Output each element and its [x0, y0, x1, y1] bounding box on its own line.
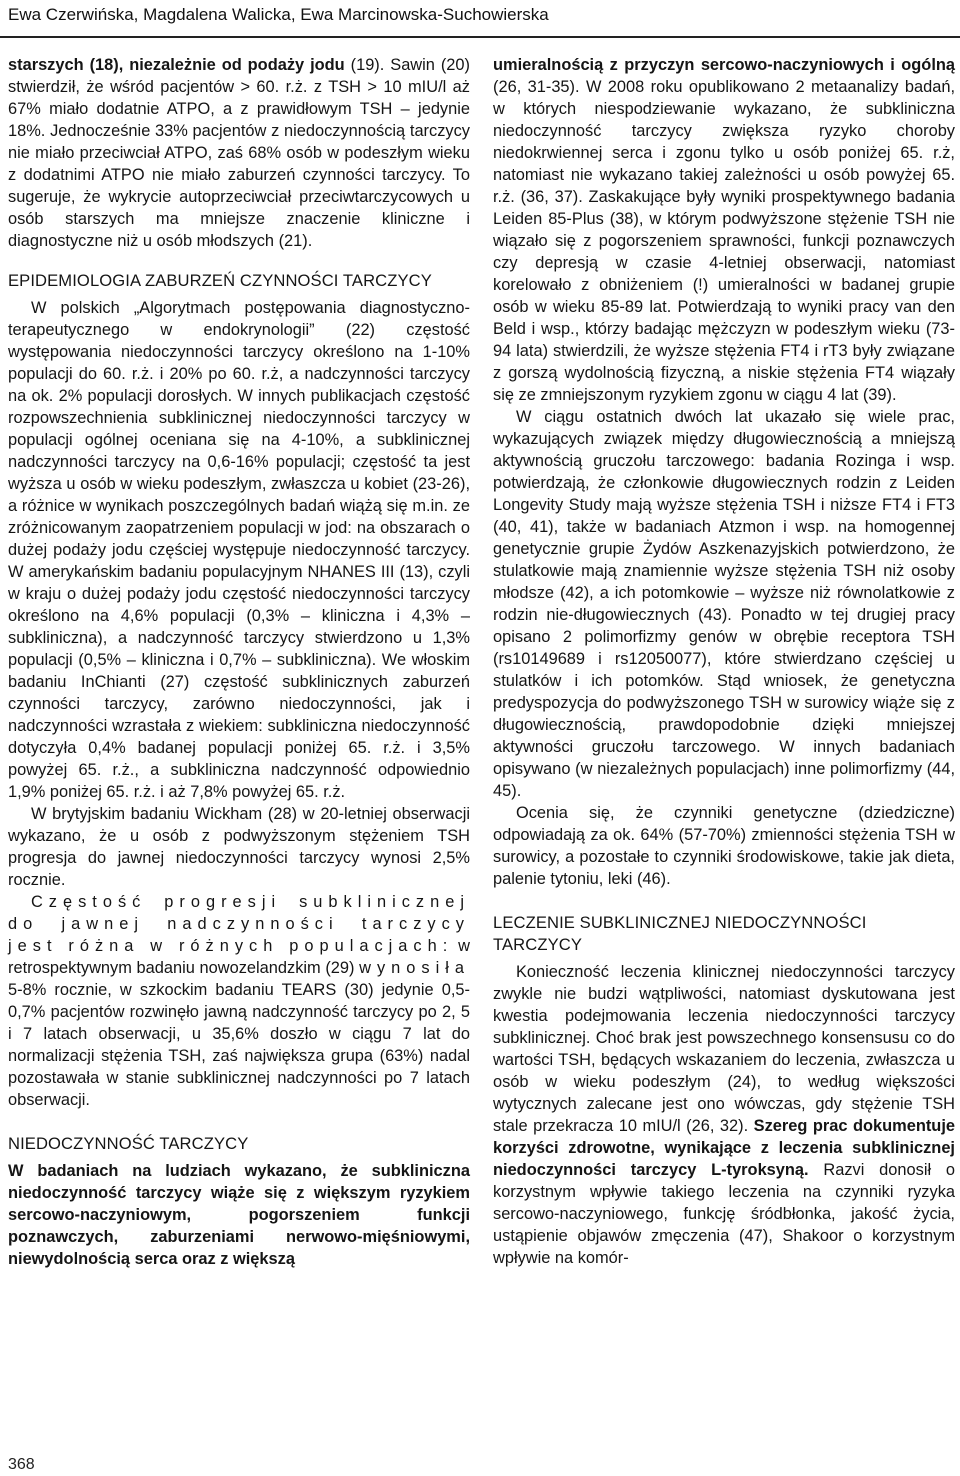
paragraph-text: w retrospektywnym badaniu nowozelandzkim (29)	[8, 937, 470, 977]
right-paragraph-4	[493, 961, 955, 1269]
bold-sentence: Szereg prac dokumentuje korzyści zdrowotne, wynikające z leczenia subklinicznej niedoczynności tarczycy L-tyroksyną.	[493, 1117, 955, 1179]
bold-paragraph: W badaniach na ludziach wykazano, że subkliniczna niedoczynność tarczycy wiąże się z większym ryzykiem sercowo-naczyniowym, pogorszeniem funkcji poznawczych, zaburzeniami nerwowo-mięśniowymi, niewydolnością serca oraz z większą	[8, 1162, 470, 1268]
bold-lead: umieralnością z przyczyn sercowo-naczyniowych i ogólną	[493, 56, 955, 74]
right-paragraph-2: W ciągu ostatnich dwóch lat ukazało się wiele prac, wykazujących związek między długowiecznością a mniejszą aktywnością gruczołu tarczowego: badania Rozinga i wsp. potwierdzają, że członkowie długowiecznych rodzin z Leiden Longevity Study mają wyższe stężenia TSH i niższe FT4 i FT3 (40, 41), także w badaniach Atzmon i wsp. na homogennej genetycznie grupie Żydów Aszkenazyjskich potwierdzono, że stulatkowie mają znamiennie wyższe stężenia TSH niż osoby młodsze (42), a ich potomkowie ‒ wyższe niż równolatkowie z rodzin nie-długowiecznych (43). Ponadto w tej drugiej pracy opisano 2 polimorfizmy genów w obrębie receptora TSH (rs10149689 i rs12050077), które stwierdzano częściej u stulatków i ich potomków. Stąd wniosek, że genetyczna predyspozycja do podwyższonego TSH w surowicy wiąże się z długowiecznością, prawdopodobnie dzięki mniejszej aktywności gruczołu tarczowego. W innych badaniach opisywano (w niezależnych populacjach) inne polimorfizmy (44, 45).	[493, 408, 955, 800]
left-paragraph-2: W polskich „Algorytmach postępowania diagnostyczno-terapeutycznego w endokrynologii” (22) częstość występowania niedoczynności tarczycy określono na 1-10% populacji do 60. r.ż. i 20% po 60. r.ż, a nadczynności tarczycy na ok. 2% populacji dorosłych. W innych publikacjach częstość rozpowszechnienia subklinicznej niedoczynności tarczycy w populacji ogólnej oceniana się na 4-10%, a subklinicznej nadczynności tarczycy na 0,6-16% populacji; częstość ta jest wyższa u osób w wieku podeszłym, zwłaszcza u kobiet (23-26), a różnice w wynikach poszczególnych badań wiążą się m.in. ze zróżnicowanym zaopatrzeniem populacji w jod: na obszarach o dużej podaży jodu częściej występuje niedoczynność tarczycy. W amerykańskim badaniu populacyjnym NHANES III (13), czyli w kraju o dużej podaży jodu częstość niedoczynności tarczycy określono na 4,6% populacji (0,3% ‒ kliniczna i 4,3% ‒ subkliniczna), a nadczynność tarczycy stwierdzono u 1,3% populacji (0,5% ‒ kliniczna i 0,7% ‒ subkliniczna). We włoskim badaniu InChianti (27) częstość subklinicznych zaburzeń czynności tarczycy, zarówno niedoczynności, jak i nadczynności wzrastała z wiekiem: subkliniczna niedoczynność dotyczyła 0,4% badanej populacji poniżej 65. r.ż. i 3,5% powyżej 65. r.ż., a subkliniczna nadczynność odpowiednio 1,9% poniżej 65. r.ż. i aż 7,8% powyżej 65. r.ż.	[8, 299, 470, 801]
page-number: 368	[8, 1456, 35, 1473]
right-column	[493, 54, 955, 1269]
running-head-authors: Ewa Czerwińska, Magdalena Walicka, Ewa Marcinowska-Suchowierska	[8, 5, 549, 24]
bold-lead: starszych (18), niezależnie od podaży jodu	[8, 56, 345, 74]
spaced-emphasis: Częstość progresji subklinicznej do jawnej nadczynności tarczycy jest różna w różnych populacjach:	[8, 893, 470, 955]
paragraph-text-2: 5-8% rocznie, w szkockim badaniu TEARS (30) jedynie 0,5-0,7% pacjentów rozwinęło jawną nadczynność tarczycy po 2, 5 i 7 latach obserwacji, u 35,6% doszło w ciągu 7 lat do normalizacji stężenia TSH, zaś największa grupa (63%) nadal pozostawała w stanie subklinicznej nadczynności po 7 latach obserwacji.	[8, 981, 470, 1109]
right-paragraph-1	[493, 54, 955, 406]
left-paragraph-3: W brytyjskim badaniu Wickham (28) w 20-letniej obserwacji wykazano, że u osób z podwyższonym stężeniem TSH progresja do jawnej niedoczynności tarczycy wynosi 2,5% rocznie.	[8, 805, 470, 889]
section-heading-hypothyroidism: NIEDOCZYNNOŚĆ TARCZYCY	[8, 1134, 249, 1153]
section-heading-treatment: LECZENIE SUBKLINICZNEJ NIEDOCZYNNOŚCI TARCZYCY	[493, 913, 867, 954]
paragraph-text-2: Razvi donosił o korzystnym wpływie takiego leczenia na czynniki ryzyka sercowo-naczyniowego, funkcję śródbłonka, jakość życia, ustąpienie objawów zmęczenia (47), Shakoor o korzystnym wpływie na komór-	[493, 1161, 956, 1267]
left-column	[8, 54, 470, 1270]
left-paragraph-1	[8, 54, 470, 252]
paragraph-text: (19). Sawin (20) stwierdził, że wśród pacjentów > 60. r.ż. z TSH > 10 mIU/l aż 67% miało dodatnie ATPO, a z prawidłowym TSH ‒ jedynie 18%. Jednocześnie 33% pacjentów z niedoczynnością tarczycy nie miało przeciwciał ATPO, zaś 68% osób w podeszłym wieku z dodatnimi ATPO nie miało zaburzeń czynności tarczycy. To sugeruje, że wykrycie autoprzeciwciał przeciwtarczycowych u osób starszych ma mniejsze znaczenie kliniczne i diagnostyczne niż u osób młodszych (21).	[8, 56, 470, 250]
paragraph-text: Konieczność leczenia klinicznej niedoczynności tarczycy zwykle nie budzi wątpliwości, natomiast dyskutowana jest kwestia podejmowania leczenia niedoczynności tarczycy subklinicznej. Choć brak jest powszechnego konsensusu co do wartości TSH, będących wskazaniem do leczenia, zwłaszcza u osób w wieku podeszłym (24), to według większości wytycznych zalecane jest ono wówczas, gdy stężenie TSH stale przekracza 10 mIU/l (26, 32).	[493, 963, 955, 1135]
left-paragraph-4	[8, 891, 470, 1111]
section-heading-epidemiology: EPIDEMIOLOGIA ZABURZEŃ CZYNNOŚCI TARCZYCY	[8, 271, 432, 290]
paragraph-text: (26, 31-35). W 2008 roku opublikowano 2 metaanalizy badań, w których niespodziewanie wykazano, że subkliniczna niedoczynność tarczycy zwiększa ryzyko choroby niedokrwiennej serca i zgonu tylko u osób poniżej 65. r.ż, natomiast nie wykazano takiej zależności u osób powyżej 65. r.ż. (36, 37). Zaskakujące były wyniki prospektywnego badania Leiden 85-Plus (38), w którym podwyższone stężenie TSH nie wiązało się z pogorszeniem sprawności, funkcji poznawczych czy depresją w czasie 4-letniej obserwacji, natomiast korelowało z obniżeniem (!) umieralności w badanej grupie osób w wieku 85-89 lat. Potwierdzają to wyniki pracy van den Beld i wsp., którzy badając mężczyzn w podeszłym wieku (73-94 lata) stwierdzili, że wyższe stężenia FT4 i rT3 były związane z gorszą wydolnością fizyczną, a niskie stężenia FT4 wiązały się ze zmniejszonym ryzykiem zgonu w ciągu 4 lat (39).	[493, 78, 955, 404]
right-paragraph-3: Ocenia się, że czynniki genetyczne (dziedziczne) odpowiadają za ok. 64% (57-70%) zmienności stężenia TSH w surowicy, a pozostałe to czynniki środowiskowe, takie jak dieta, palenie tytoniu, leki (46).	[493, 804, 955, 888]
left-paragraph-5	[8, 1160, 470, 1270]
spaced-emphasis-2: wynosiła	[359, 959, 470, 977]
header-rule	[0, 36, 960, 38]
